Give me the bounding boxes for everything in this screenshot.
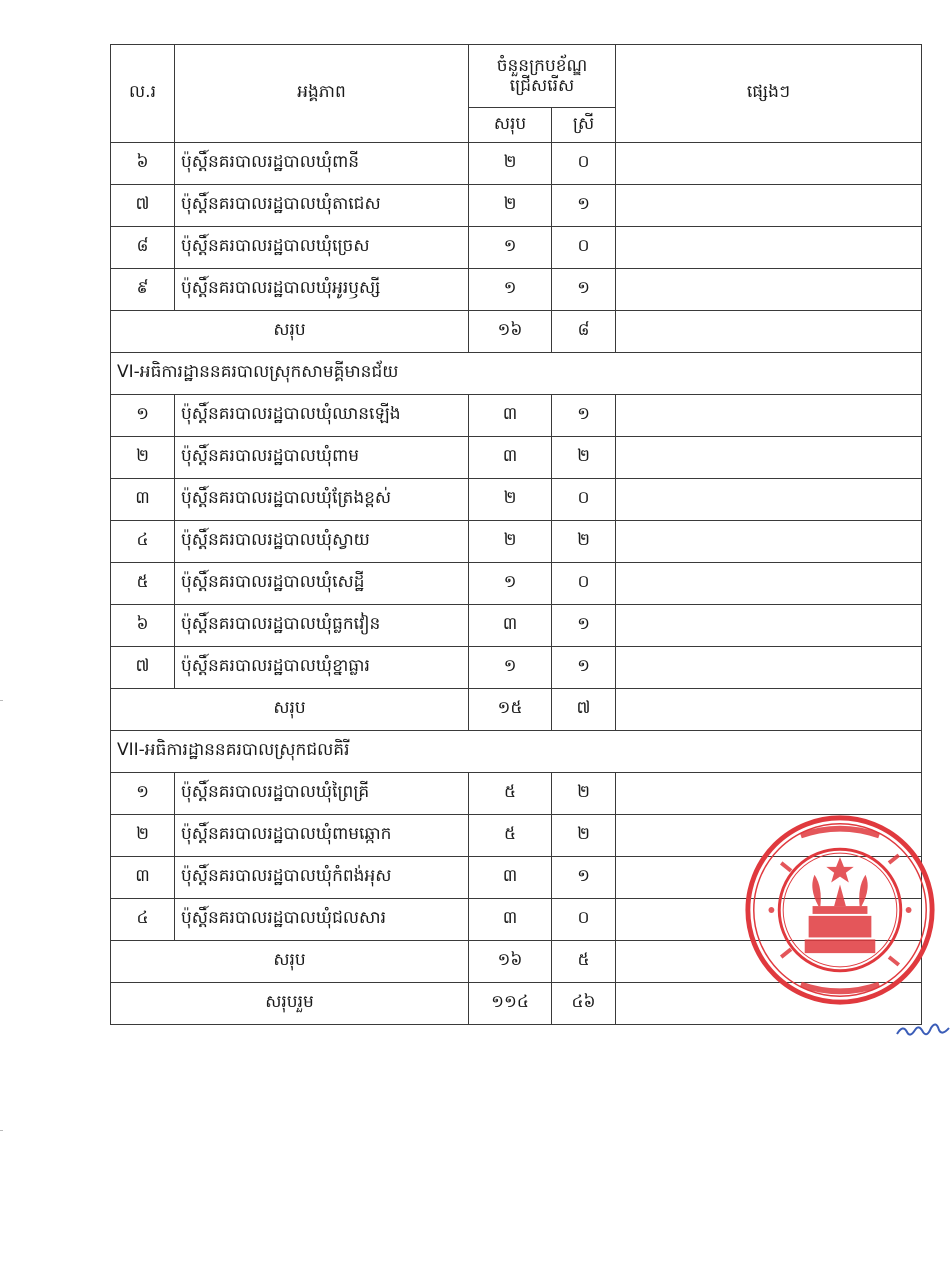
section-title-row — [111, 353, 922, 395]
row-unit: ប៉ុស្តិ៍នគរបាលរដ្ឋបាលឃុំច្រេស — [175, 227, 469, 269]
row-unit: ប៉ុស្តិ៍នគរបាលរដ្ឋបាលឃុំធ្លកវៀន — [175, 605, 469, 647]
row-female: ២ — [552, 815, 616, 857]
row-female: ០ — [552, 227, 616, 269]
row-female: ១ — [552, 857, 616, 899]
row-total: ៣ — [469, 857, 552, 899]
table-row — [111, 269, 922, 311]
subtotal-other — [616, 689, 922, 731]
row-number: ៩ — [111, 269, 175, 311]
header-count — [469, 45, 616, 108]
table-row — [111, 227, 922, 269]
row-unit: ប៉ុស្តិ៍នគរបាលរដ្ឋបាលឃុំត្រែងខ្ពស់ — [175, 479, 469, 521]
row-total: ១ — [469, 563, 552, 605]
row-other — [616, 479, 922, 521]
grand-total-female: ៤៦ — [552, 983, 616, 1025]
table-row — [111, 437, 922, 479]
subtotal-total: ១៥ — [469, 689, 552, 731]
edge-mark — [0, 700, 3, 701]
header-total: សរុប — [469, 108, 552, 143]
row-other — [616, 563, 922, 605]
subtotal-row — [111, 311, 922, 353]
table-row — [111, 605, 922, 647]
row-female: ១ — [552, 395, 616, 437]
table-row — [111, 479, 922, 521]
row-female: ០ — [552, 563, 616, 605]
header-unit: អង្គភាព — [175, 45, 469, 143]
row-female: ០ — [552, 899, 616, 941]
row-unit: ប៉ុស្តិ៍នគរបាលរដ្ឋបាលឃុំតាជេស — [175, 185, 469, 227]
row-other — [616, 647, 922, 689]
table-row — [111, 563, 922, 605]
subtotal-label: សរុប — [111, 311, 469, 353]
row-female: ១ — [552, 269, 616, 311]
row-total: ១ — [469, 227, 552, 269]
row-number: ២ — [111, 815, 175, 857]
row-number: ៤ — [111, 521, 175, 563]
row-number: ៨ — [111, 227, 175, 269]
row-total: ៣ — [469, 605, 552, 647]
edge-mark — [0, 1130, 3, 1131]
row-female: ១ — [552, 647, 616, 689]
row-total: ៣ — [469, 395, 552, 437]
row-unit: ប៉ុស្តិ៍នគរបាលរដ្ឋបាលឃុំសេដ្ឋី — [175, 563, 469, 605]
row-female: ០ — [552, 479, 616, 521]
subtotal-total: ១៦ — [469, 311, 552, 353]
row-total: ៥ — [469, 773, 552, 815]
table-row — [111, 185, 922, 227]
header-female: ស្រី — [552, 108, 616, 143]
table-row — [111, 647, 922, 689]
header-row — [111, 45, 922, 108]
subtotal-label: សរុប — [111, 689, 469, 731]
row-number: ៦ — [111, 605, 175, 647]
row-unit: ប៉ុស្តិ៍នគរបាលរដ្ឋបាលឃុំពាមឆ្កោក — [175, 815, 469, 857]
row-number: ៧ — [111, 185, 175, 227]
row-total: ១ — [469, 647, 552, 689]
table-row — [111, 143, 922, 185]
grand-total-label: សរុបរួម — [111, 983, 469, 1025]
row-number: ១ — [111, 395, 175, 437]
row-unit: ប៉ុស្តិ៍នគរបាលរដ្ឋបាលឃុំខ្នាធ្លារ — [175, 647, 469, 689]
row-total: ២ — [469, 185, 552, 227]
subtotal-female: ៨ — [552, 311, 616, 353]
row-total: ២ — [469, 143, 552, 185]
row-total: ២ — [469, 521, 552, 563]
row-unit: ប៉ុស្តិ៍នគរបាលរដ្ឋបាលឃុំស្វាយ — [175, 521, 469, 563]
row-unit: ប៉ុស្តិ៍នគរបាលរដ្ឋបាលឃុំព្រៃគ្រី — [175, 773, 469, 815]
row-other — [616, 437, 922, 479]
row-total: ២ — [469, 479, 552, 521]
row-unit: ប៉ុស្តិ៍នគរបាលរដ្ឋបាលឃុំកំពង់អុស — [175, 857, 469, 899]
header-count-line2: ជ្រើសរើស — [509, 76, 575, 96]
header-count-line1: ចំនួនក្របខ័ណ្ឌ — [496, 56, 588, 76]
row-unit: ប៉ុស្តិ៍នគរបាលរដ្ឋបាលឃុំពានី — [175, 143, 469, 185]
row-number: ៧ — [111, 647, 175, 689]
row-other — [616, 521, 922, 563]
row-other — [616, 227, 922, 269]
row-number: ៥ — [111, 563, 175, 605]
subtotal-female: ៧ — [552, 689, 616, 731]
section-title: VII-អធិការដ្ឋាននគរបាលស្រុកជលគិរី — [111, 731, 922, 773]
signature — [895, 1018, 952, 1042]
row-female: ១ — [552, 605, 616, 647]
subtotal-female: ៥ — [552, 941, 616, 983]
row-total: ១ — [469, 269, 552, 311]
row-female: ២ — [552, 437, 616, 479]
row-female: ២ — [552, 521, 616, 563]
row-number: ២ — [111, 437, 175, 479]
row-number: ៦ — [111, 143, 175, 185]
table-row — [111, 395, 922, 437]
subtotal-total: ១៦ — [469, 941, 552, 983]
section-title-row — [111, 731, 922, 773]
section-title: VI-អធិការដ្ឋាននគរបាលស្រុកសាមគ្គីមានជ័យ — [111, 353, 922, 395]
row-female: ០ — [552, 143, 616, 185]
header-no: ល.រ — [111, 45, 175, 143]
official-stamp — [742, 812, 938, 1008]
subtotal-label: សរុប — [111, 941, 469, 983]
header-other: ផ្សេងៗ — [616, 45, 922, 143]
row-other — [616, 143, 922, 185]
row-unit: ប៉ុស្តិ៍នគរបាលរដ្ឋបាលឃុំអូរឫស្សី — [175, 269, 469, 311]
table-row — [111, 521, 922, 563]
row-female: ២ — [552, 773, 616, 815]
grand-total-total: ១១៤ — [469, 983, 552, 1025]
row-other — [616, 773, 922, 815]
row-number: ៣ — [111, 857, 175, 899]
row-total: ៣ — [469, 437, 552, 479]
row-number: ៣ — [111, 479, 175, 521]
row-unit: ប៉ុស្តិ៍នគរបាលរដ្ឋបាលឃុំពាម — [175, 437, 469, 479]
row-other — [616, 269, 922, 311]
row-other — [616, 605, 922, 647]
row-total: ៣ — [469, 899, 552, 941]
row-female: ១ — [552, 185, 616, 227]
row-other — [616, 395, 922, 437]
row-unit: ប៉ុស្តិ៍នគរបាលរដ្ឋបាលឃុំឈានឡើង — [175, 395, 469, 437]
subtotal-row — [111, 689, 922, 731]
row-number: ៤ — [111, 899, 175, 941]
row-total: ៥ — [469, 815, 552, 857]
table-row — [111, 773, 922, 815]
subtotal-other — [616, 311, 922, 353]
row-unit: ប៉ុស្តិ៍នគរបាលរដ្ឋបាលឃុំជលសារ — [175, 899, 469, 941]
row-other — [616, 185, 922, 227]
row-number: ១ — [111, 773, 175, 815]
